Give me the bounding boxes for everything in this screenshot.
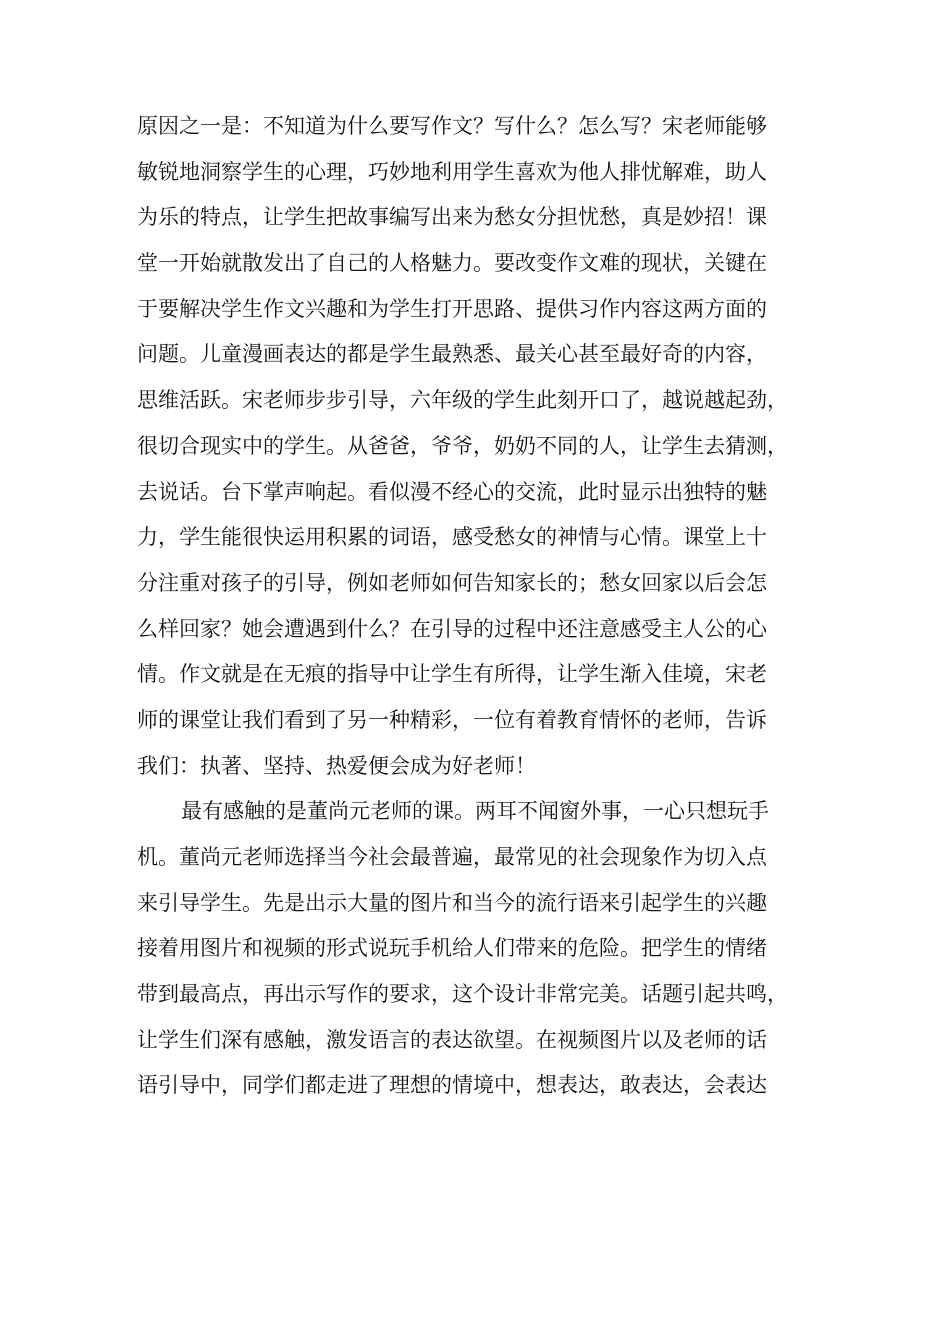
text-line: 情。作文就是在无痕的指导中让学生有所得，让学生渐入佳境，宋老 (137, 662, 767, 687)
paragraph-2 (137, 789, 837, 1109)
text-line: 师的课堂让我们看到了另一种精彩，一位有着教育情怀的老师，告诉 (137, 707, 767, 732)
text-line: 问题。儿童漫画表达的都是学生最熟悉、最关心甚至最好奇的内容， (137, 342, 767, 367)
text-line: 思维活跃。宋老师步步引导，六年级的学生此刻开口了，越说越起劲， (137, 388, 788, 413)
text-line: 原因之一是：不知道为什么要写作文？写什么？怎么写？宋老师能够 (137, 114, 767, 138)
paragraph-1 (137, 104, 837, 789)
text-line: 来引导学生。先是出示大量的图片和当今的流行语来引起学生的兴趣 (137, 890, 767, 915)
text-line: 带到最高点，再出示写作的要求，这个设计非常完美。话题引起共鸣， (137, 982, 788, 1007)
text-line: 为乐的特点，让学生把故事编写出来为愁女分担忧愁，真是妙招！课 (137, 205, 767, 230)
text-line: 机。董尚元老师选择当今社会最普遍，最常见的社会现象作为切入点 (137, 845, 767, 869)
text-line: 敏锐地洞察学生的心理，巧妙地利用学生喜欢为他人排忧解难，助人 (137, 159, 767, 184)
text-line: 让学生们深有感触，激发语言的表达欲望。在视频图片以及老师的话 (137, 1027, 767, 1052)
body-text (137, 104, 837, 1109)
text-line: 语引导中，同学们都走进了理想的情境中，想表达，敢表达，会表达 (137, 1073, 767, 1098)
text-line: 我们：执著、坚持、热爱便会成为好老师！ (137, 753, 536, 778)
text-line: 分注重对孩子的引导，例如老师如何告知家长的；愁女回家以后会怎 (137, 570, 767, 595)
text-line: 最有感触的是董尚元老师的课。两耳不闻窗外事，一心只想玩手 (181, 799, 769, 824)
text-line: 去说话。台下掌声响起。看似漫不经心的交流，此时显示出独特的魅 (137, 479, 767, 504)
text-line: 于要解决学生作文兴趣和为学生打开思路、提供习作内容这两方面的 (137, 296, 767, 321)
text-line: 接着用图片和视频的形式说玩手机给人们带来的危险。把学生的情绪 (137, 936, 767, 961)
text-line: 堂一开始就散发出了自己的人格魅力。要改变作文难的现状，关键在 (137, 251, 767, 276)
text-line: 么样回家？她会遭遇到什么？在引导的过程中还注意感受主人公的心 (137, 616, 767, 641)
text-line: 力，学生能很快运用积累的词语，感受愁女的神情与心情。课堂上十 (137, 525, 767, 550)
text-line: 很切合现实中的学生。从爸爸，爷爷，奶奶不同的人，让学生去猜测， (137, 433, 788, 458)
